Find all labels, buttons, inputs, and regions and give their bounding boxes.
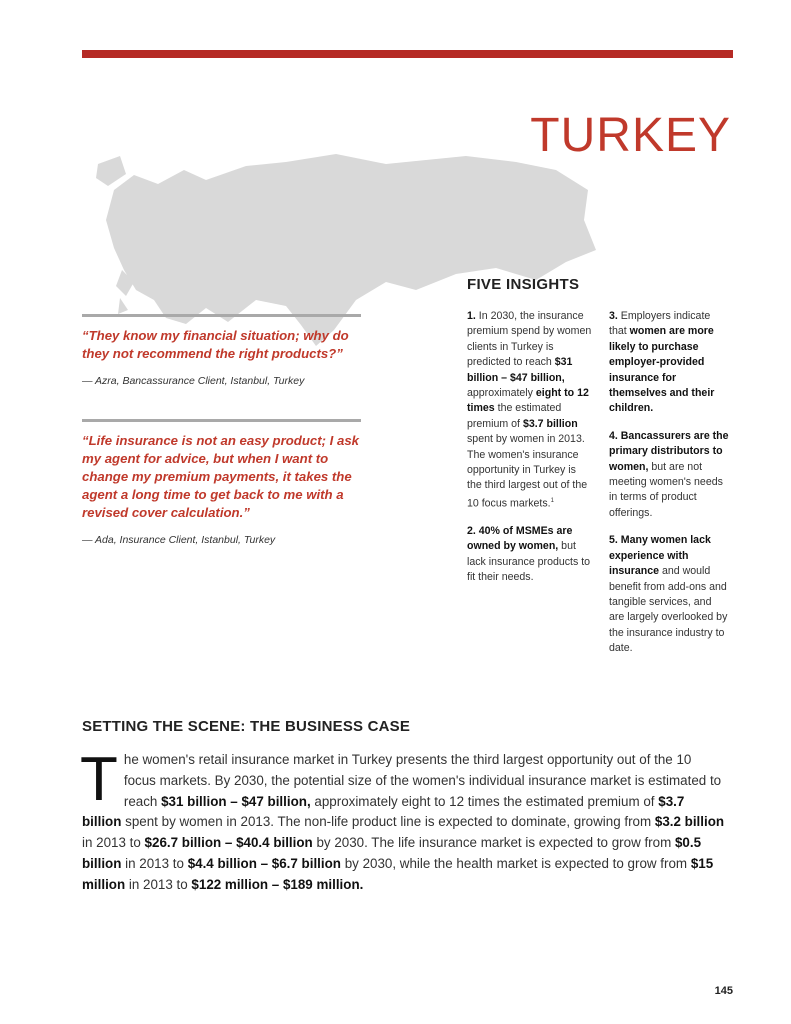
quote-attribution: — Ada, Insurance Client, Istanbul, Turkey bbox=[82, 534, 276, 546]
footnote-marker: 1 bbox=[550, 497, 554, 504]
country-title: TURKEY bbox=[530, 109, 731, 162]
insight-item-3: 3. Employers indicate that women are more likely to purchase employer-provided insurance for themselves and their children. bbox=[609, 310, 715, 415]
body-paragraph: The women's retail insurance market in Turkey presents the third largest opportunity out of the 10 focus markets. By 2030, the potential size of the women's individual insurance market is estimated to reach $31 billion – $47 billion, approximately eight to 12 times the estimated premium of $3.7 billion spent by women in 2013. The non-life product line is expected to dominate, growing from $3.2 billion in 2013 to $26.7 billion – $40.4 billion by 2030. The life insurance market is expected to grow from $0.5 billion in 2013 to $4.4 billion – $6.7 billion by 2030, while the health market is expected to grow from $15 million in 2013 to $122 million – $189 million. bbox=[80, 745, 725, 892]
quote-text: “They know my financial situation; why do they not recommend the right products?” bbox=[82, 328, 349, 361]
quote-attribution: — Azra, Bancassurance Client, Istanbul, Turkey bbox=[82, 375, 305, 387]
quote-divider bbox=[82, 419, 361, 422]
insight-item-4: 4. Bancassurers are the primary distributors to women, but are not meeting women's needs in terms of product offerings. bbox=[609, 429, 729, 519]
drop-cap: T bbox=[80, 745, 118, 814]
quote-divider bbox=[82, 314, 361, 317]
page-number: 145 bbox=[714, 985, 733, 997]
insights-column-right bbox=[609, 309, 729, 669]
quote-text: “Life insurance is not an easy product; I ask my agent for advice, but when I want to change my premium payments, it takes the agent a long time to get back to me with a revised cover calculation.” bbox=[82, 433, 360, 520]
quote-block-2 bbox=[82, 419, 361, 546]
insights-title: FIVE INSIGHTS bbox=[467, 276, 580, 293]
top-accent-rule bbox=[82, 50, 733, 58]
insights-column-left bbox=[467, 309, 593, 597]
quote-block-1 bbox=[82, 314, 361, 387]
insight-item-1: 1. In 2030, the insurance premium spend by women clients in Turkey is predicted to reach $31 billion – $47 billion, approximately eight to 12 times the estimated premium of $3.7 billion spent by women in 2013. The women's insurance opportunity in Turkey is the third largest out of the 10 focus markets.$^1$ bbox=[467, 310, 592, 510]
insight-item-2: 2. 40% of MSMEs are owned by women, but lack insurance products to fit their needs. bbox=[467, 524, 591, 584]
section-title: SETTING THE SCENE: THE BUSINESS CASE bbox=[82, 718, 411, 735]
insight-item-5: 5. Many women lack experience with insurance and would benefit from add-ons and tangible services, and are largely overlooked by the insurance industry to date. bbox=[609, 534, 728, 655]
